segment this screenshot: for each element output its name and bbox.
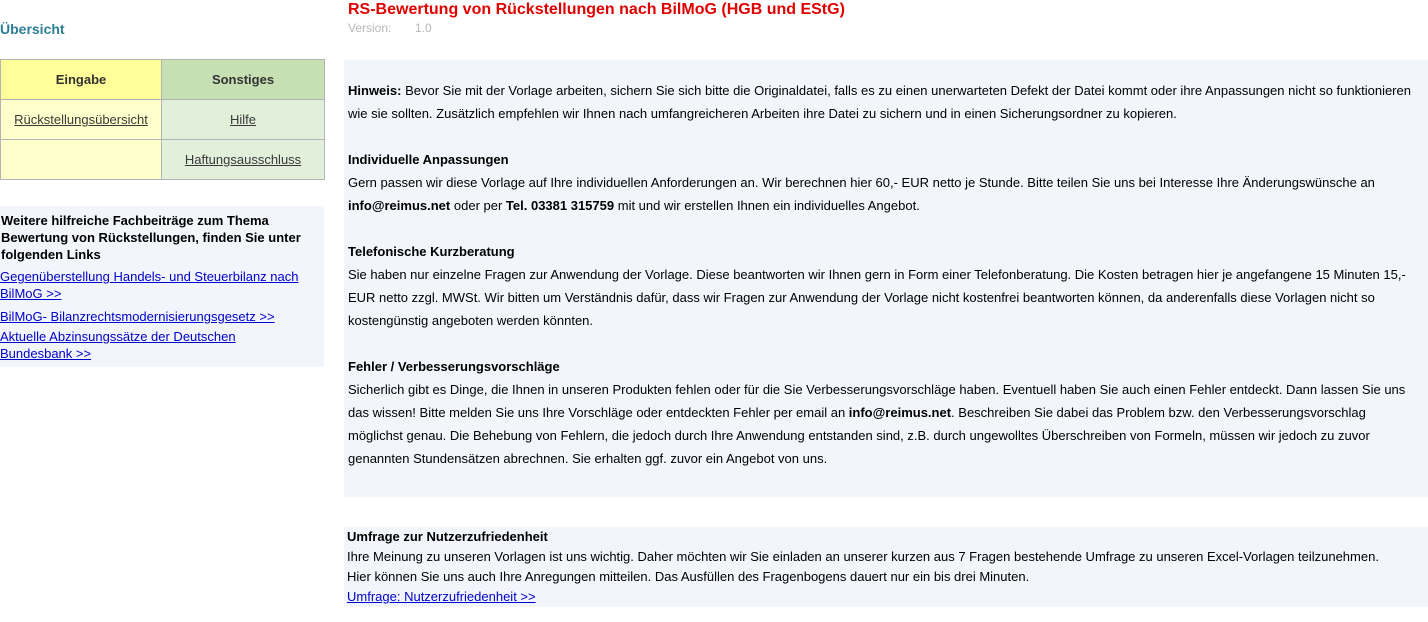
hinweis-paragraph [348,79,1418,125]
anpassungen-paragraph [348,171,1418,217]
rueckstellungsuebersicht-link[interactable]: Rückstellungsübersicht [14,112,148,127]
version-value: 1.0 [415,21,432,35]
fehler-heading: Fehler / Verbesserungsvorschläge [348,359,560,374]
survey-text-line-2: Hier können Sie uns auch Ihre Anregungen mitteilen. Das Ausfüllen des Fragenbogens dauert nur ein bis drei Minuten. [347,569,1030,584]
version-label: Version: [348,21,392,35]
nav-cell-rueckstellungsuebersicht [1,100,162,140]
hinweis-label: Hinweis: [348,83,402,98]
survey-text-line-1: Ihre Meinung zu unseren Vorlagen ist uns wichtig. Daher möchten wir Sie einladen an unserer kurzen aus 7 Fragen bestehende Umfrage zu unseren Excel-Vorlagen teilzunehmen. [347,549,1379,564]
nav-cell-hilfe [162,100,325,140]
telefon-paragraph: Sie haben nur einzelne Fragen zur Anwendung der Vorlage. Diese beantworten wir Ihnen gern in Form einer Telefonberatung. Die Kosten betragen hier je angefangene 15 Minuten 15,- EUR netto zzgl. MWSt. Wir bitten um Verständnis dafür, dass wir Fragen zur Anwendung der Vorlage nicht kostenfrei beantworten können, da anderenfalls diese Vorlagen nicht so kostengünstig angeboten werden könnten. [348,267,1406,328]
fehler-text-1: Sicherlich gibt es Dinge, die Ihnen in unseren Produkten fehlen oder für die Sie Verbesserungsvorschläge haben. Eventuell haben Sie auch einen Fehler entdeckt. Dann lassen Sie uns das wissen! Bitte melden Sie uns Ihre Vorschläge oder entdeckten Fehler per email an [348,382,1406,420]
hilfe-link[interactable]: Hilfe [229,112,256,127]
link-bilmog[interactable]: BilMoG- Bilanzrechtsmodernisierungsgesetz >> [0,309,275,324]
document-title: RS-Bewertung von Rückstellungen nach BilMoG (HGB und EStG) [348,1,845,18]
link-handels-steuerbilanz[interactable]: Gegenüberstellung Handels- und Steuerbilanz nach BilMoG >> [0,269,299,301]
related-links-heading: Weitere hilfreiche Fachbeiträge zum Thema Bewertung von Rückstellungen, finden Sie unter folgenden Links [1,213,301,262]
telefon-heading: Telefonische Kurzberatung [348,244,515,259]
anpassungen-heading: Individuelle Anpassungen [348,152,509,167]
nav-cell-haftungsausschluss [162,140,325,180]
hinweis-text: Bevor Sie mit der Vorlage arbeiten, sichern Sie sich bitte die Originaldatei, falls es zu einen unerwarteten Defekt der Datei kommt oder ihre Anpassungen nicht so funktionieren wie sie sollten. Zusätzlich empfehlen wir Ihnen nach umfangreicheren Arbeiten ihre Datei zu sichern und in einen Sicherungsordner zu kopieren. [348,83,1411,121]
navigation-grid [0,59,325,180]
nav-cell-empty [1,140,162,180]
survey-box [344,527,1428,607]
anpassungen-text-2: oder per [453,198,503,213]
anpassungen-text-1: Gern passen wir diese Vorlage auf Ihre individuellen Anforderungen an. Wir berechnen hier 60,- EUR netto je Stunde. Bitte teilen Sie uns bei Interesse Ihre Änderungswünsche an [348,175,1375,190]
nav-header-sonstiges: Sonstiges [162,60,325,100]
link-abzinsungssaetze[interactable]: Aktuelle Abzinsungssätze der Deutschen Bundesbank >> [0,329,236,361]
fehler-text-2: . Beschreiben Sie dabei das Problem bzw. den Verbesserungsvorschlag möglichst genau. Die Behebung von Fehlern, die jedoch durch Ihre Anwendung entstanden sind, z.B. durch ungewolltes Überschreiben von Formeln, müssen wir jedoch zu zuvor genannten Stundensätzen abrechnen. Sie erhalten ggf. zuvor ein Angebot von uns. [348,405,1370,466]
anpassungen-text-3: mit und wir erstellen Ihnen ein individuelles Angebot. [617,198,920,213]
anpassungen-email: info@reimus.net [348,198,451,213]
fehler-email: info@reimus.net [848,405,952,420]
nav-header-eingabe: Eingabe [1,60,162,100]
haftungsausschluss-link[interactable]: Haftungsausschluss [184,152,302,167]
overview-title: Übersicht [0,21,65,37]
fehler-paragraph [348,378,1418,470]
related-links-box [0,206,324,367]
survey-link[interactable]: Umfrage: Nutzerzufriedenheit >> [347,589,536,604]
survey-heading: Umfrage zur Nutzerzufriedenheit [347,529,548,544]
info-box [344,60,1428,497]
anpassungen-phone: Tel. 03381 315759 [505,198,615,213]
